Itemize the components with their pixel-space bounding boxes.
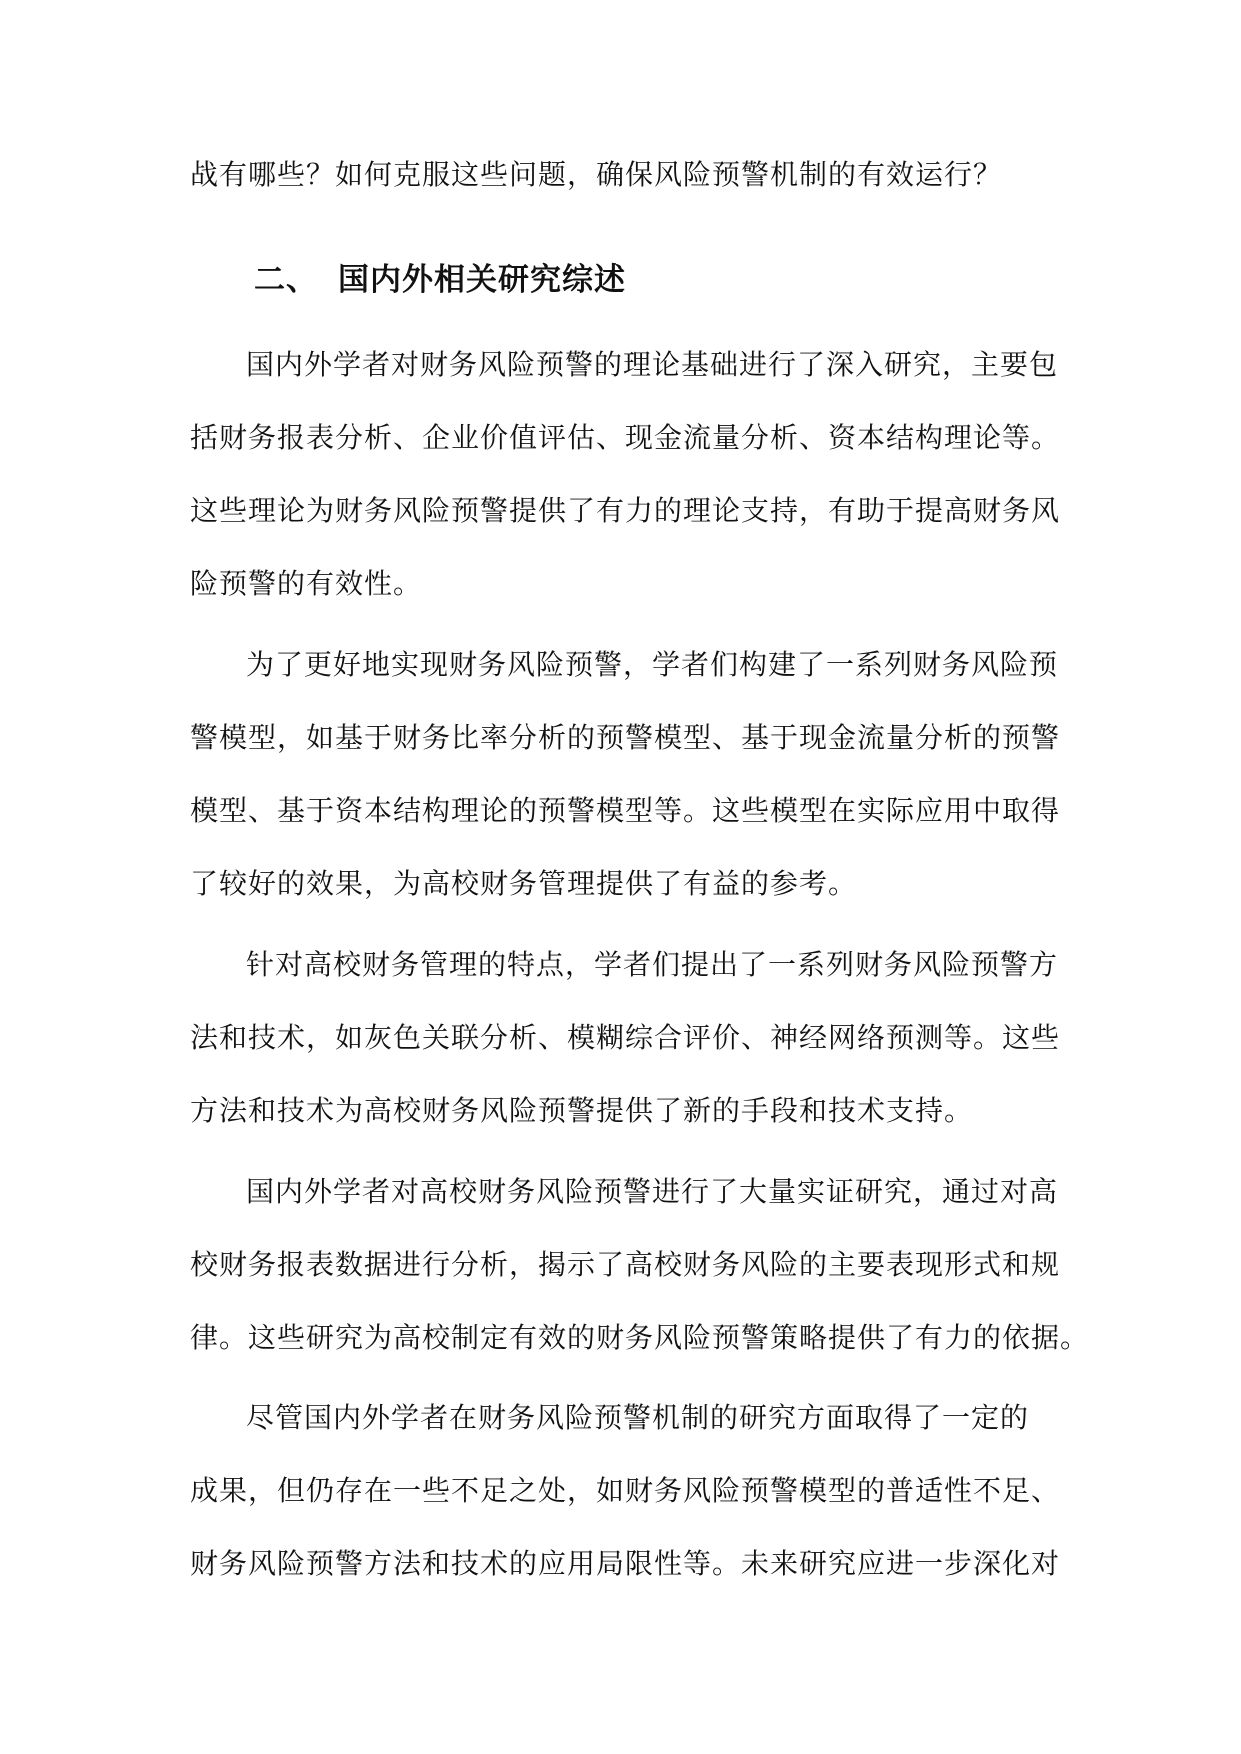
paragraph-line: 险预警的有效性。 xyxy=(190,567,423,600)
paragraph-line: 律。这些研究为高校制定有效的财务风险预警策略提供了有力的依据。 xyxy=(190,1321,1090,1354)
paragraph-line: 为了更好地实现财务风险预警，学者们构建了一系列财务风险预 xyxy=(246,648,1059,681)
paragraph-line: 警模型，如基于财务比率分析的预警模型、基于现金流量分析的预警 xyxy=(190,721,1061,754)
paragraph-line: 国内外学者对财务风险预警的理论基础进行了深入研究，主要包 xyxy=(246,348,1059,381)
paragraph-line: 括财务报表分析、企业价值评估、现金流量分析、资本结构理论等。 xyxy=(190,421,1061,454)
section-number: 二、 xyxy=(254,262,318,298)
paragraph-line: 这些理论为财务风险预警提供了有力的理论支持，有助于提高财务风 xyxy=(190,494,1061,527)
paragraph-line: 了较好的效果，为高校财务管理提供了有益的参考。 xyxy=(190,867,858,900)
paragraph-line: 国内外学者对高校财务风险预警进行了大量实证研究，通过对高 xyxy=(246,1175,1059,1208)
paragraph-line: 尽管国内外学者在财务风险预警机制的研究方面取得了一定的 xyxy=(246,1401,1030,1434)
paragraph-line: 模型、基于资本结构理论的预警模型等。这些模型在实际应用中取得 xyxy=(190,794,1061,827)
section-heading xyxy=(254,258,626,302)
paragraph-line: 成果，但仍存在一些不足之处，如财务风险预警模型的普适性不足、 xyxy=(190,1474,1061,1507)
paragraph-line: 法和技术，如灰色关联分析、模糊综合评价、神经网络预测等。这些 xyxy=(190,1021,1061,1054)
paragraph-line: 校财务报表数据进行分析，揭示了高校财务风险的主要表现形式和规 xyxy=(190,1248,1061,1281)
paragraph-line: 财务风险预警方法和技术的应用局限性等。未来研究应进一步深化对 xyxy=(190,1547,1061,1580)
intro-line: 战有哪些？如何克服这些问题，确保风险预警机制的有效运行？ xyxy=(190,158,1003,191)
paragraph-line: 针对高校财务管理的特点，学者们提出了一系列财务风险预警方 xyxy=(246,948,1059,981)
section-title: 国内外相关研究综述 xyxy=(338,262,626,298)
paragraph-line: 方法和技术为高校财务风险预警提供了新的手段和技术支持。 xyxy=(190,1094,974,1127)
